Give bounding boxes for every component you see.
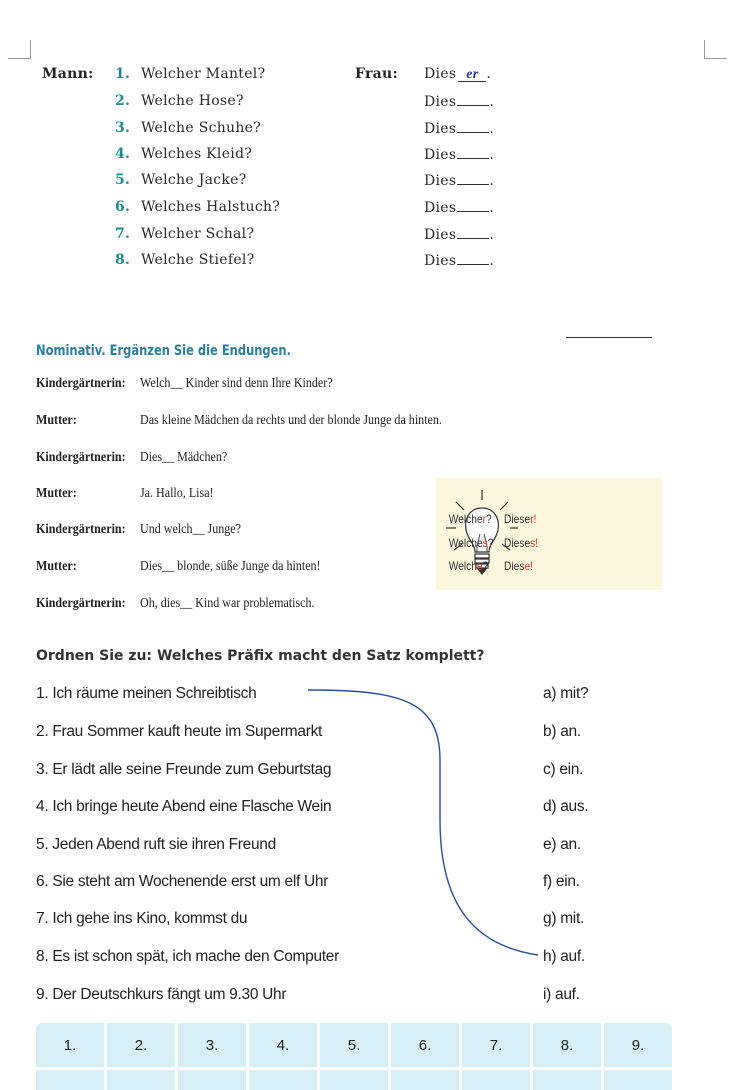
answer: Dies er . — [424, 66, 492, 82]
grid-answer-cell[interactable] — [107, 1070, 175, 1090]
grid-cell-label: 5. — [320, 1023, 388, 1067]
grid-answer-cell[interactable] — [604, 1070, 672, 1090]
sentence-item: 8. Es ist schon spät, ich mache den Computer — [36, 948, 339, 965]
grid-cell-label: 2. — [107, 1023, 175, 1067]
question: Welches Halstuch? — [140, 199, 281, 215]
sentence-item: 9. Der Deutschkurs fängt um 9.30 Uhr — [36, 986, 287, 1003]
sentence-item: 1. Ich räume meinen Schreibtisch — [36, 685, 257, 702]
speaker: Kindergärtnerin: — [36, 376, 126, 391]
sentence-item: 4. Ich bringe heute Abend eine Flasche Wein — [36, 798, 332, 815]
dialog-text: Dies__ Mädchen? — [140, 450, 228, 465]
answer-grid-header — [36, 1023, 672, 1067]
grid-answer-cell[interactable] — [36, 1070, 104, 1090]
dialog-text: Oh, dies__ Kind war problematisch. — [140, 596, 315, 611]
list-item: 1. Welcher Mantel? — [115, 66, 266, 82]
list-item: 7. Welcher Schal? — [115, 226, 255, 242]
section-title: Nominativ. Ergänzen Sie die Endungen. — [36, 343, 291, 359]
grid-cell-label: 7. — [462, 1023, 530, 1067]
sentence-item: 6. Sie steht am Wochenende erst um elf Uhr — [36, 873, 329, 890]
grid-cell-label: 6. — [391, 1023, 459, 1067]
prefix-option[interactable]: h) auf. — [543, 948, 585, 965]
list-item: 6. Welches Halstuch? — [115, 199, 281, 215]
question: Welche Hose? — [140, 93, 244, 109]
prefix-option[interactable]: c) ein. — [543, 761, 584, 778]
tip-answer: Dieser! — [504, 512, 537, 526]
prefix-option[interactable]: a) mit? — [543, 685, 589, 702]
dialog-text: Ja. Hallo, Lisa! — [140, 486, 214, 501]
grid-cell-label: 1. — [36, 1023, 104, 1067]
answer-blank-filled[interactable]: er — [458, 69, 486, 82]
grid-answer-cell[interactable] — [533, 1070, 601, 1090]
answer: Dies . — [424, 200, 495, 216]
answer-grid-inputs — [36, 1070, 672, 1090]
speaker: Mutter: — [36, 413, 77, 428]
speaker: Mutter: — [36, 486, 77, 501]
dialog-text: Dies__ blonde, süße Junge da hinten! — [140, 559, 321, 574]
question: Welche Jacke? — [140, 172, 247, 188]
question: Welche Schuhe? — [140, 120, 262, 136]
grid-answer-cell[interactable] — [462, 1070, 530, 1090]
prefix-option[interactable]: b) an. — [543, 723, 581, 740]
sentence-item: 3. Er lädt alle seine Freunde zum Geburtstag — [36, 761, 332, 778]
question: Welcher Mantel? — [140, 66, 266, 82]
answer: Dies . — [424, 94, 495, 110]
frau-label: Frau: — [355, 66, 398, 82]
list-item: 4. Welches Kleid? — [115, 146, 253, 162]
tip-question: Welcher? — [448, 512, 492, 526]
answer: Dies . — [424, 173, 495, 189]
grid-answer-cell[interactable] — [249, 1070, 317, 1090]
prefix-option[interactable]: i) auf. — [543, 986, 580, 1003]
speaker: Mutter: — [36, 559, 77, 574]
sentence-item: 2. Frau Sommer kauft heute im Supermarkt — [36, 723, 323, 740]
grid-cell-label: 8. — [533, 1023, 601, 1067]
prefix-option[interactable]: e) an. — [543, 836, 581, 853]
prefix-option[interactable]: g) mit. — [543, 910, 584, 927]
question: Welche Stiefel? — [140, 252, 255, 268]
list-item: 3. Welche Schuhe? — [115, 120, 262, 136]
grid-cell-label: 3. — [178, 1023, 246, 1067]
sentence-item: 5. Jeden Abend ruft sie ihren Freund — [36, 836, 276, 853]
grid-cell-label: 9. — [604, 1023, 672, 1067]
grid-answer-cell[interactable] — [320, 1070, 388, 1090]
question: Welches Kleid? — [140, 146, 253, 162]
answer: Dies . — [424, 253, 495, 269]
tip-answer: Dieses! — [504, 536, 539, 550]
answer: Dies . — [424, 147, 495, 163]
list-item: 8. Welche Stiefel? — [115, 252, 255, 268]
tip-question: Welche? — [448, 559, 489, 573]
grid-answer-cell[interactable] — [178, 1070, 246, 1090]
answer: Dies . — [424, 121, 495, 137]
list-item: 2. Welche Hose? — [115, 93, 244, 109]
mann-label: Mann: — [42, 66, 94, 82]
sentence-item: 7. Ich gehe ins Kino, kommst du — [36, 910, 248, 927]
speaker: Kindergärtnerin: — [36, 596, 126, 611]
section-title: Ordnen Sie zu: Welches Präfix macht den Satz komplett? — [36, 648, 485, 664]
prefix-option[interactable]: d) aus. — [543, 798, 589, 815]
answer: Dies . — [424, 227, 495, 243]
speaker: Kindergärtnerin: — [36, 450, 126, 465]
speaker: Kindergärtnerin: — [36, 522, 126, 537]
dialog-text: Und welch__ Junge? — [140, 522, 241, 537]
tip-answer: Diese! — [504, 559, 533, 573]
dialog-text: Welch__ Kinder sind denn Ihre Kinder? — [140, 376, 333, 391]
grid-answer-cell[interactable] — [391, 1070, 459, 1090]
question: Welcher Schal? — [140, 226, 255, 242]
grid-cell-label: 4. — [249, 1023, 317, 1067]
dialog-text: Das kleine Mädchen da rechts und der blonde Junge da hinten. — [140, 413, 442, 428]
list-item: 5. Welche Jacke? — [115, 172, 247, 188]
tip-question: Welches? — [448, 536, 494, 550]
prefix-option[interactable]: f) ein. — [543, 873, 580, 890]
